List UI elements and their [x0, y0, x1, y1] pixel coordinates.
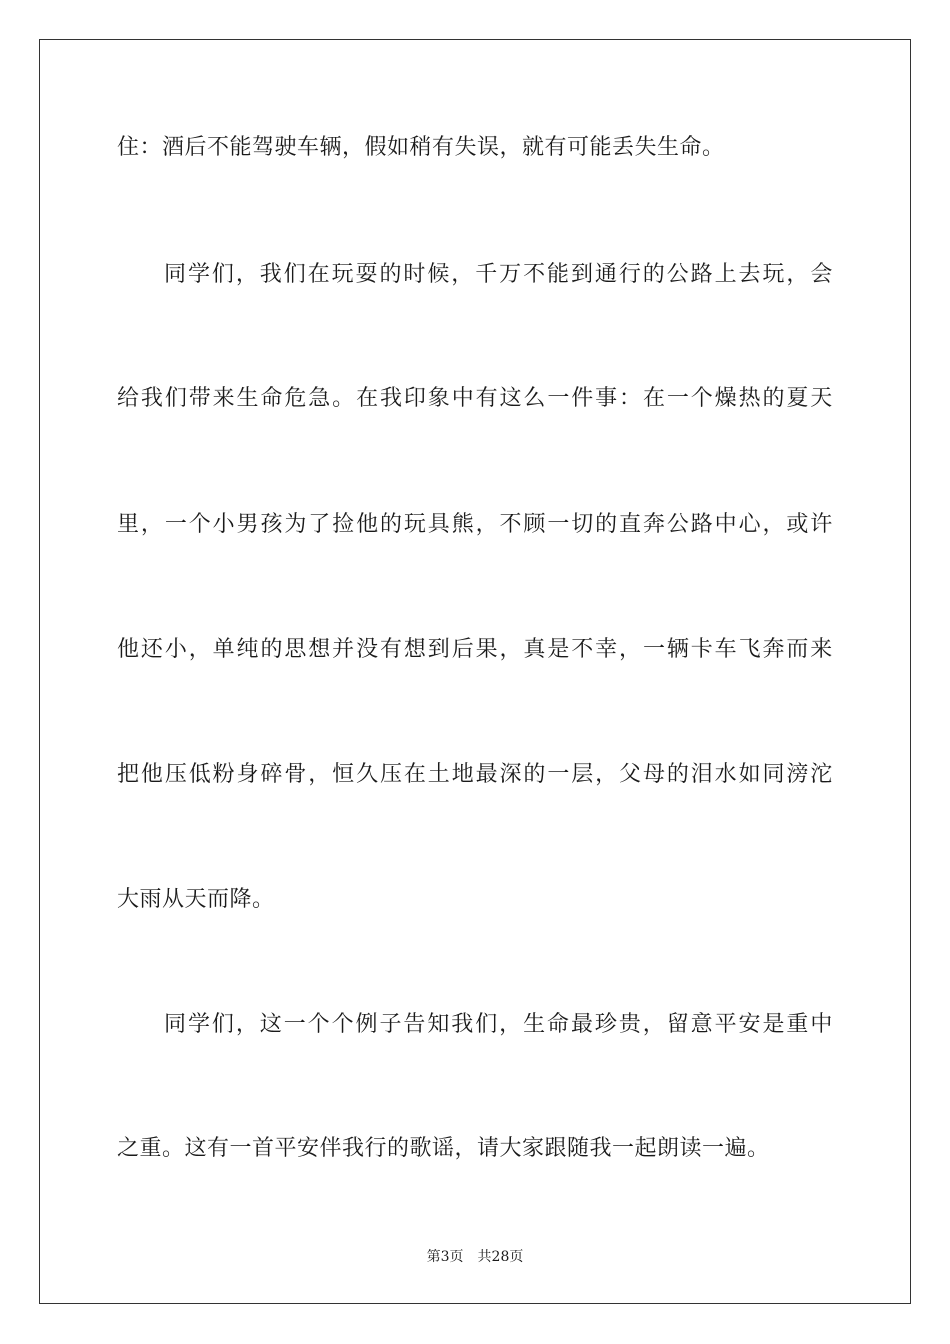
- text-line-9: 之重。这有一首平安伴我行的歌谣，请大家跟随我一起朗读一遍。: [117, 1136, 770, 1161]
- text-line-6: 把 他 压 低 粉 身 碎 骨 ， 恒 久 压 在 土 地 最 深 的 一 层 ， 父 母 的 泪 水 如 同 滂 沱: [117, 762, 833, 787]
- text-line-8: 同 学 们 ， 这 一 个 个 例 子 告 知 我 们 ， 生 命 最 珍 贵 ， 留 意 平 安 是 重 中: [164, 1012, 833, 1037]
- text-line-3: 给 我 们 带 来 生 命 危 急 。 在 我 印 象 中 有 这 么 一 件 事 ： 在 一 个 燥 热 的 夏 天: [117, 386, 833, 411]
- text-line-5: 他 还 小 ， 单 纯 的 思 想 并 没 有 想 到 后 果 ， 真 是 不 幸 ， 一 辆 卡 车 飞 奔 而 来: [117, 637, 833, 662]
- text-line-4: 里 ， 一 个 小 男 孩 为 了 捡 他 的 玩 具 熊 ， 不 顾 一 切 的 直 奔 公 路 中 心 ， 或 许: [117, 512, 833, 537]
- page-footer: [0, 1248, 950, 1266]
- page-number: 第3页: [426, 1249, 464, 1265]
- page-total: 共28页: [477, 1249, 524, 1265]
- page-border: [39, 39, 911, 1304]
- text-line-7: 大雨从天而降。: [117, 887, 275, 912]
- text-line-2: 同 学 们 ， 我 们 在 玩 耍 的 时 候 ， 千 万 不 能 到 通 行 的 公 路 上 去 玩 ， 会: [164, 262, 833, 287]
- text-line-1: 住：酒后不能驾驶车辆，假如稍有失误，就有可能丢失生命。: [117, 135, 725, 160]
